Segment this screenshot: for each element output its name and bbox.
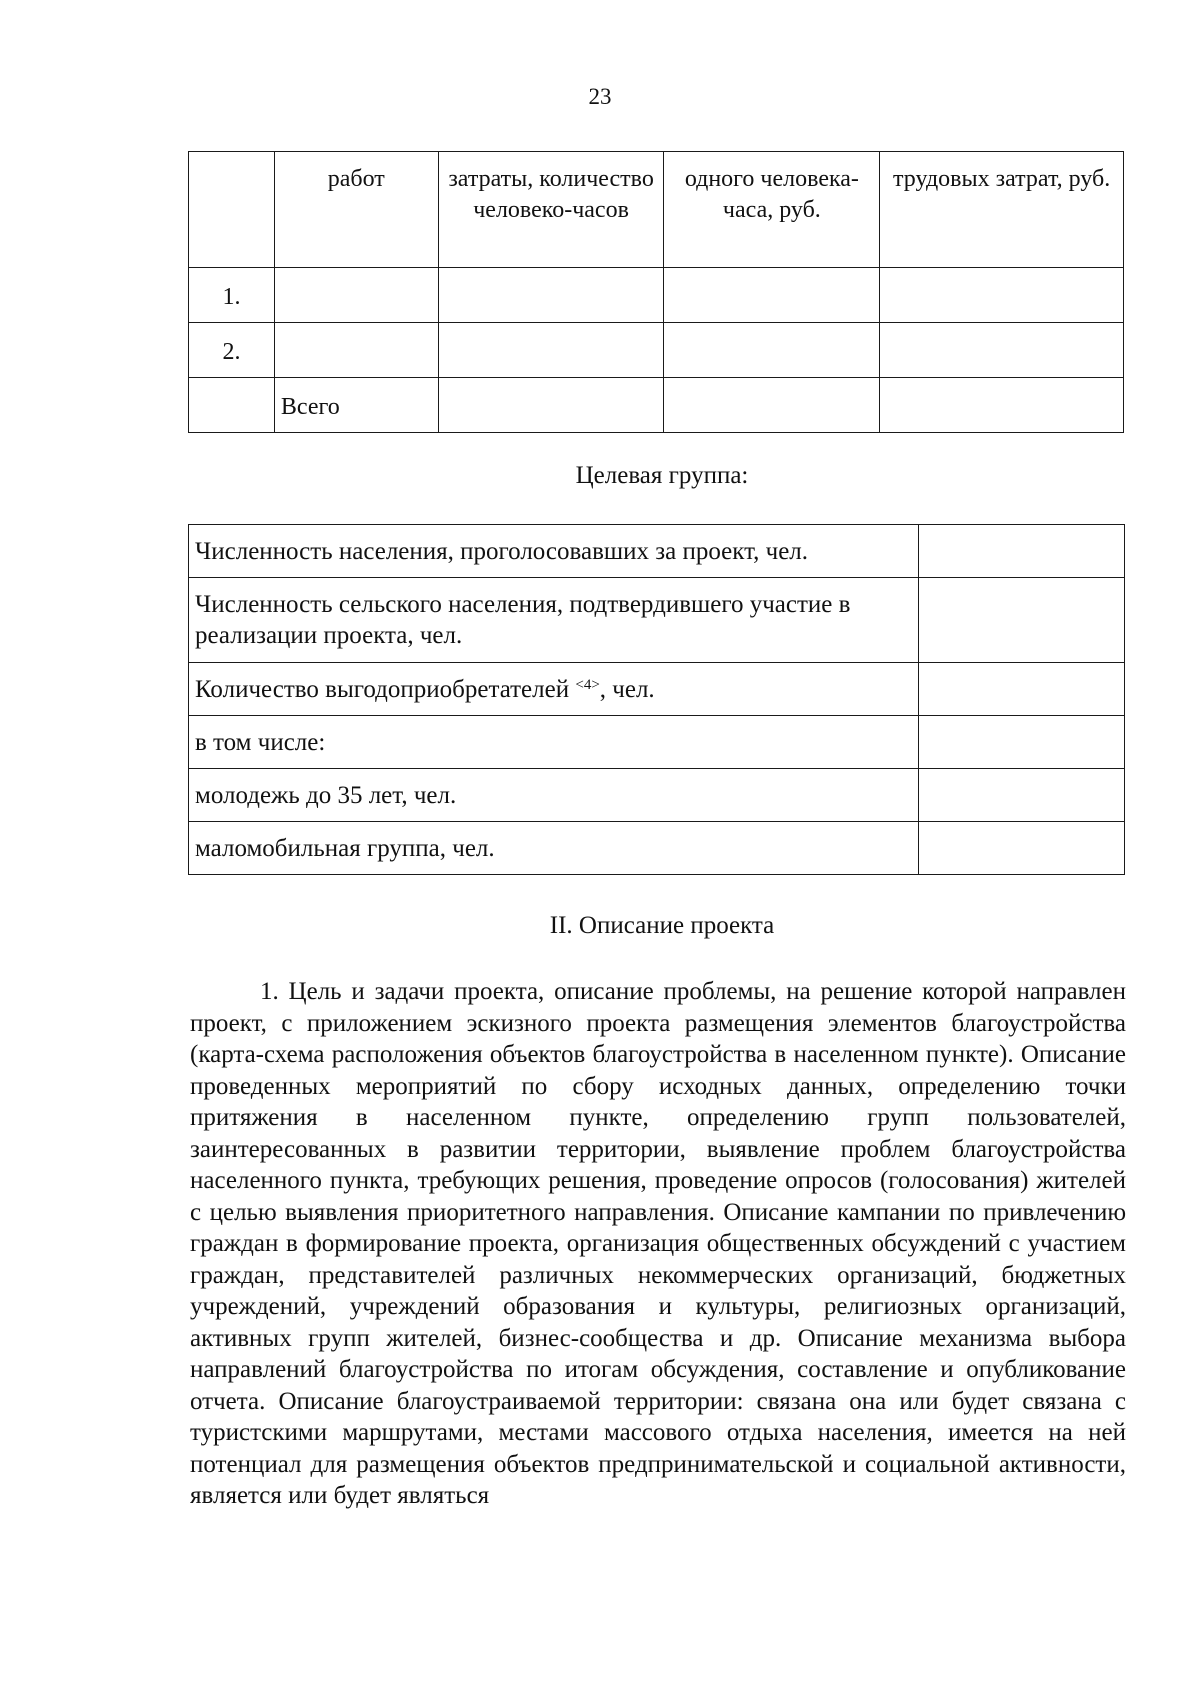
target-group-table: [188, 524, 1125, 875]
table-row: [189, 769, 1125, 822]
row-cell: [438, 378, 664, 433]
row-label: маломобильная группа, чел.: [189, 822, 919, 875]
row-label: в том числе:: [189, 716, 919, 769]
row-cell: [438, 323, 664, 378]
row-cell: [880, 378, 1124, 433]
table-row: [189, 268, 1124, 323]
section-title: II. Описание проекта: [549, 912, 775, 939]
row-cell: [664, 323, 880, 378]
header-cell-works: работ: [274, 152, 438, 268]
row-cell: [880, 323, 1124, 378]
row-label: Численность сельского населения, подтвердившего участие в реализации проекта, чел.: [189, 578, 919, 663]
row-number: 1.: [189, 268, 275, 323]
row-cell: [438, 268, 664, 323]
footnote-ref: <4>: [575, 676, 600, 693]
table-header-row: [189, 152, 1124, 268]
row-label: молодежь до 35 лет, чел.: [189, 769, 919, 822]
row-number: [189, 378, 275, 433]
table-row: [189, 716, 1125, 769]
row-number: 2.: [189, 323, 275, 378]
row-value: [919, 716, 1125, 769]
section-paragraph: 1. Цель и задачи проекта, описание проблемы, на решение которой направлен проект, с приложением эскизного проекта размещения элементов благоустройства (карта-схема расположения объектов благоустройства в населенном пункте). Описание проведенных мероприятий по сбору исходных данных, определению точки притяжения в населенном пункте, определению групп пользователей, заинтересованных в развитии территории, выявление проблем благоустройства населенного пункта, требующих решения, проведение опросов (голосования) жителей с целью выявления приоритетного направления. Описание кампании по привлечению граждан в формирование проекта, организация общественных обсуждений с участием граждан, представителей различных некоммерческих организаций, бюджетных учреждений, учреждений образования и культуры, религиозных организаций, активных групп жителей, бизнес-сообщества и др. Описание механизма выбора направлений благоустройства по итогам обсуждения, составление и опубликование отчета. Описание благоустраиваемой территории: связана она или будет связана с туристскими маршрутами, местами массового отдыха населения, имеется на ней потенциал для размещения объектов предпринимательской и социальной активности, является или будет являться: [190, 978, 1126, 1509]
labor-costs-table: [188, 151, 1124, 433]
table-row: [189, 822, 1125, 875]
total-label: Всего: [274, 378, 438, 433]
header-cell-hour-cost: одного человека-часа, руб.: [664, 152, 880, 268]
header-cell-number: [189, 152, 275, 268]
header-cell-labor-cost: трудовых затрат, руб.: [880, 152, 1124, 268]
row-cell: [664, 378, 880, 433]
row-value: [919, 769, 1125, 822]
page-number: 23: [588, 84, 612, 109]
row-cell: [880, 268, 1124, 323]
row-value: [919, 822, 1125, 875]
beneficiaries-unit: , чел.: [599, 675, 655, 703]
table-row-total: [189, 378, 1124, 433]
row-value: [919, 525, 1125, 578]
target-group-caption: Целевая группа:: [575, 462, 749, 489]
table-row: [189, 323, 1124, 378]
header-cell-hours: затраты, количество человеко-часов: [438, 152, 664, 268]
row-cell: [664, 268, 880, 323]
table-row: [189, 663, 1125, 716]
row-value: [919, 663, 1125, 716]
row-label: Численность населения, проголосовавших за проект, чел.: [189, 525, 919, 578]
table-row: [189, 578, 1125, 663]
row-name: [274, 268, 438, 323]
beneficiaries-label: Количество выгодоприобретателей: [195, 675, 576, 703]
row-value: [919, 578, 1125, 663]
row-name: [274, 323, 438, 378]
table-row: [189, 525, 1125, 578]
row-label: [189, 663, 919, 716]
